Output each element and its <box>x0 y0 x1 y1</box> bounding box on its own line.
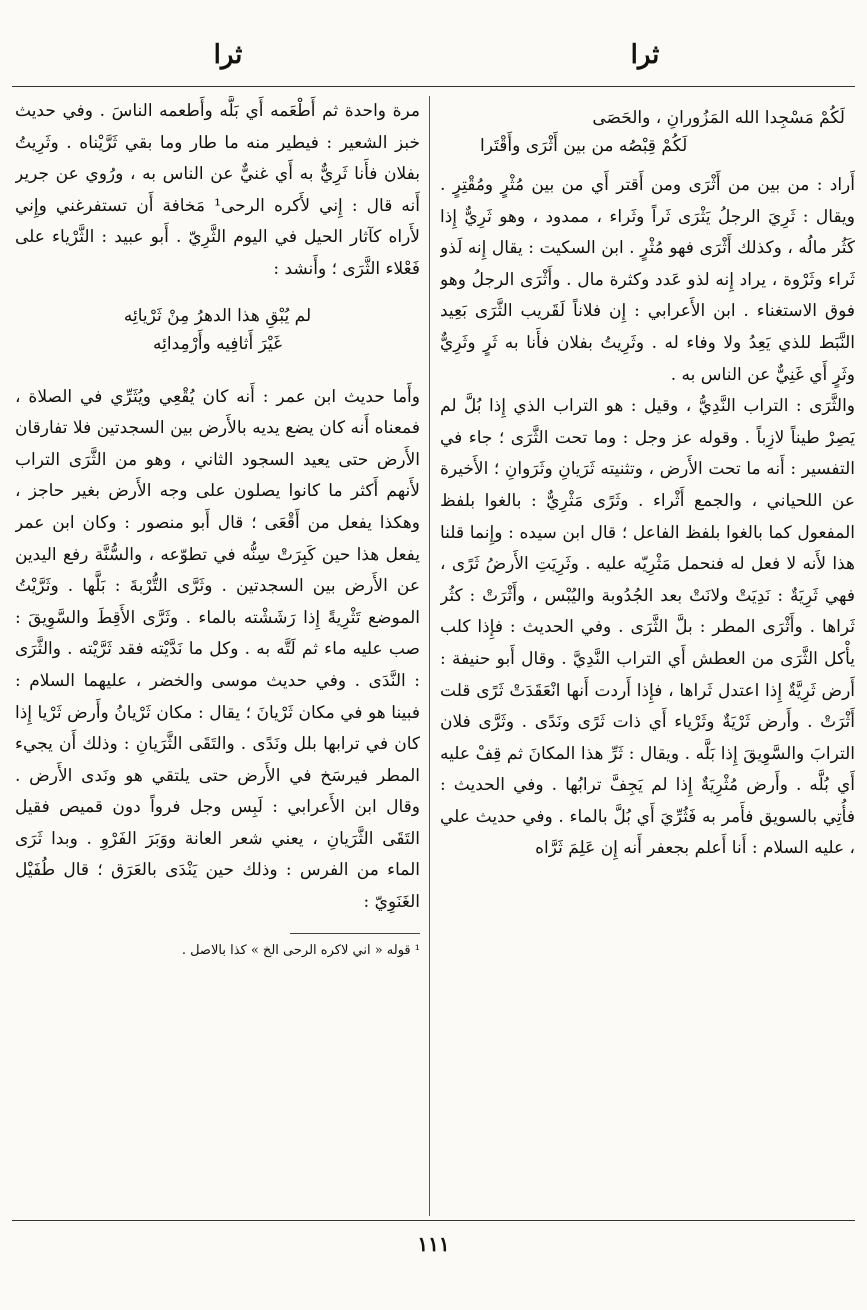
entry-paragraph: مرة واحدة ثم أَطْعَمه أَي بَلَّه وأَطعمه الناسَ . وفي حديث خبز الشعير : فيطير منه ما طار وما بقي ثَرَّيْناه . وثَرِيتُ بفلان فأَنا ثَرِيٌّ به أَي غنيٌّ عن الناس به ، ورُوي عن جرير أَنه قال : إِني لأَكره الرحى¹ مَخافة أَن تستفرغني وإِني لأَراه كآثار الحيل في اليوم الثَّرِيّ . أَبو عبيد : الثَّرْياء على فَعْلاء الثَّرَى ؛ وأَنشد : <box>15 101 420 279</box>
entry-paragraph: أَراد : من بين من أَثْرَى ومن أَقتر أَي من بين مُثْرٍ ومُقْتِرٍ . ويقال : ثَرِيَ الرجلُ يَثْرَى ثَراً وثَراء ، ممدود ، وهو ثَرِيٌّ إِذا كَثُر مالُه ، وكذلك أَثْرَى فهو مُثْرٍ . ابن السكيت : يقال إِنه لَذو ثَراء وثَرْوة ، يراد إِنه لذو عَدد وكثرة مال . وأَثْرَى الرجلُ وهو فوق الاستغناء . ابن الأَعرابي : إِن فلاناً لَقَريب الثَّرَى بَعِيد النَّبَط للذي يَعِدُ ولا وفاء له . وثَرِيتُ بفلان فأَنا به ثَرٍ وثَرِيٌّ وثَرٍ أَي غَنِيٌّ عن الناس به . <box>440 175 855 385</box>
left-column <box>15 96 420 1211</box>
entry-paragraph: والثَّرَى : التراب النَّدِيُّ ، وقيل : هو التراب الذي إِذا بُلَّ لم يَصِرْ طيناً لازِباً . وقوله عز وجل : وما تحت الثَّرَى ؛ جاء في التفسير : أَنه ما تحت الأَرض ، وتثنيته ثَرَيانِ وثَرَوانِ ؛ الأَخيرة عن اللحياني ، والجمع أَثْراء . وثَرًى مَثْرِيٌّ : بالغوا بلفظ المفعول كما بالغوا بلفظ الفاعل ؛ قال ابن سيده : وإِنما قلنا هذا لأَنه لا فعل له فنحمل مَثْرِيّه عليه . وثَرِيَتِ الأَرضُ ثَرًى ، فهي ثَرِيَةٌ : نَدِيَتْ ولانَتْ بعد الجُدُوبة واليُبْس ، وأَثْرَتْ : كثُر ثَراها . وأَثْرَى المطر : بلَّ الثَّرَى . وفي الحديث : فإِذا كلب يأْكل الثَّرَى من العطش أَي التراب النَّدِيَّ . وقال أَبو حنيفة : أَرض ثَرِيَّةٌ إِذا اعتدل ثَراها ، فإِذا أَردت أَنها انْعَقَدَتْ ثَرًى قلت أَثْرَتْ . وأَرض ثَرْيَةٌ وثَرْياء أَي ذات ثَرًى ونَدًى . وثَرَّى فلان الترابَ والسَّوِيقَ إِذا بَلَّه . ويقال : ثَرِّ هذا المكانَ ثم قِفْ عليه أَي بُلَّه . وأَرض مُثْرِيَةٌ إِذا لم يَجِفَّ ترابُها . وفي الحديث : فأُتِي بالسويق فأَمر به فَثُرِّيَ أَي بُلَّ بالماء . وفي حديث علي ، عليه السلام : أَنا أَعلم بجعفر أَنه إِن عَلِمَ ثَرَّاه <box>440 396 855 859</box>
page-number: ١١١ <box>417 1232 450 1256</box>
bottom-rule <box>12 1220 855 1221</box>
verse-right <box>440 104 855 160</box>
verse-line: غَيْرَ أَثافِيه وأَرْمِدائِه <box>153 333 282 354</box>
verse-line: لَكُمْ مَسْجِدا الله المَزُورانِ ، والحَصَى <box>592 108 845 128</box>
verse-line: لم يُبْقِ هذا الدهرُ مِنْ ثَرْيائِه <box>123 305 312 326</box>
column-divider <box>429 96 430 1216</box>
verse-left <box>15 302 420 358</box>
top-rule <box>12 86 855 87</box>
entry-paragraph: وأَما حديث ابن عمر : أَنه كان يُقْعِي ويُثَرِّي في الصلاة ، فمعناه أَنه كان يضع يديه بالأَرض بين السجدتين فلا تفارقان الأَرض حتى يعيد السجود الثاني ، وهو من الثَّرَى التراب لأَنهم أَكثر ما كانوا يصلون على وجه الأَرض بغير حاجز ، وهكذا يفعل من أَقْعَى ؛ قال أَبو منصور : وكان ابن عمر يفعل هذا حين كَبِرَتْ سِنُّه في تطوّعه ، والسُّنَّة رفع اليدين عن الأَرض بين السجدتين . وثَرَّى التُّرْبةَ : بَلَّها . وثَرَّيْتُ الموضع تَثْرِيةً إِذا رَشَشْته بالماء . وثَرَّى الأَقِطَ والسَّوِيقَ : صب عليه ماء ثم لَتَّه به . وكل ما نَدَّيْته فقد ثَرَّيْته . والثَّرَى : النَّدَى . وفي حديث موسى والخضر ، عليهما السلام : فبينا هو في مكان ثَرْيانَ ؛ يقال : مكان ثَرْيانُ وأَرض ثَرْيا إِذا كان في ترابها بلل ونَدًى . والتَقَى الثَّرَيانِ : وذلك أَن يجيء المطر فيرسَخ في الأَرض حتى يلتقي هو ونَدى الأَرض . وقال ابن الأَعرابي : لَبِس وجل فرواً دون قميص فقيل التَقَى الثَّرَيانِ ، يعني شعر العانة ووَبَرَ الفَرْوِ . وبدا ثَرَى الماء من الفرس : وذلك حين يَنْدَى بالعَرَق ؛ قال طُفَيْل الغَنَوِيّ : <box>15 386 420 913</box>
right-column <box>440 96 855 1211</box>
running-header-right: ثرا <box>630 40 660 70</box>
verse-line: لَكُمْ قِبْصُه من بين أَثْرَى وأَقْتَرا <box>480 136 688 156</box>
footnote-rule <box>290 933 420 934</box>
running-header-left: ثرا <box>213 40 243 70</box>
footnote: ¹ قوله « اني لاكره الرحى الخ » كذا بالاصل . <box>181 942 420 958</box>
